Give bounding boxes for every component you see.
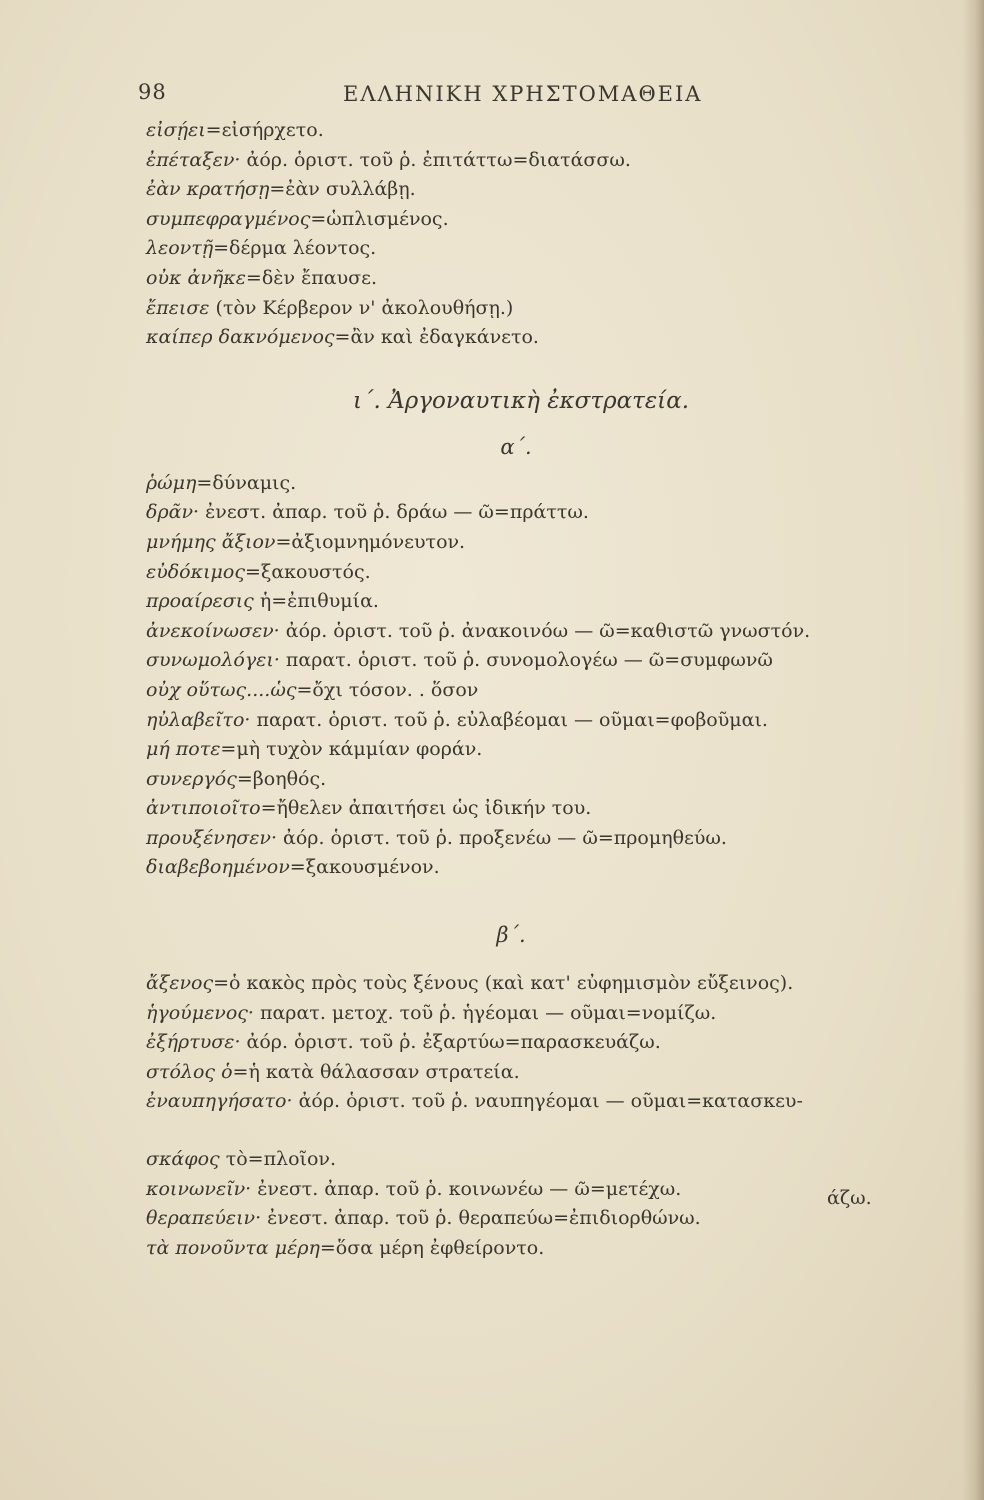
entry-term: εὐδόκιμος [146, 560, 245, 583]
glossary-entry [146, 323, 906, 353]
entry-term: ἀνεκοίνωσεν· [146, 619, 280, 642]
glossary-section-a [146, 469, 906, 883]
glossary-entry [146, 1087, 906, 1117]
entry-definition: τὸ=πλοῖον. [219, 1148, 337, 1171]
entry-definition: παρατ. ὁριστ. τοῦ ῥ. συνομολογέω — ῶ=συμφωνῶ [279, 649, 773, 672]
glossary-entry [146, 706, 906, 736]
entry-definition: =ἡ κατὰ θάλασσαν στρατεία. [232, 1060, 520, 1083]
entry-definition: ἀόρ. ὁριστ. τοῦ ῥ. ἐπιτάττω=διατάσσω. [240, 148, 631, 171]
glossary-entry [146, 1058, 906, 1088]
entry-definition: =ὄχι τόσον. . ὅσον [296, 678, 479, 701]
entry-term: σκάφος [146, 1148, 220, 1171]
entry-definition: ἡ=ἐπιθυμία. [253, 590, 379, 613]
glossary-body [146, 116, 906, 1263]
glossary-entry [146, 528, 906, 558]
entry-term: τὰ πονοῦντα μέρη [146, 1236, 320, 1259]
glossary-entry [146, 765, 906, 795]
glossary-entry [146, 999, 906, 1029]
glossary-entry [146, 469, 906, 499]
glossary-entry [146, 1028, 906, 1058]
entry-term: ἀντιποιοῖτο [146, 797, 261, 820]
entry-definition: =δύναμις. [196, 471, 297, 494]
entry-term: εἰσῄει [146, 119, 206, 141]
entry-definition: =ξακουστός. [244, 560, 371, 583]
glossary-entry [146, 558, 906, 588]
entry-term: ἄξενος [146, 972, 214, 995]
entry-term: ῥώμη [146, 471, 197, 494]
glossary-entry [146, 646, 906, 676]
glossary-entry [146, 498, 906, 528]
entry-term: ἔπεισε [146, 296, 210, 319]
glossary-entry [146, 146, 906, 176]
spacer [146, 883, 906, 913]
entry-definition: =ὅσα μέρη ἐφθείροντο. [319, 1236, 545, 1259]
entry-term: μή ποτε [146, 738, 221, 761]
entry-definition: =ξακουσμένον. [289, 856, 440, 879]
entry-definition: (τὸν Κέρβερον ν' ἀκολουθήσῃ.) [209, 296, 514, 319]
entry-term: ἐπέταξεν· [146, 148, 241, 171]
glossary-entry [146, 1204, 906, 1234]
entry-term: καίπερ δακνόμενος [146, 326, 335, 349]
entry-term: συνεργός [146, 767, 237, 790]
entry-term: μνήμης ἄξιον [146, 530, 276, 553]
glossary-entry [146, 294, 906, 324]
section-heading: ι΄. Ἀργοναυτικὴ ἐκστρατεία. [352, 387, 690, 414]
entry-term: προαίρεσις [146, 590, 254, 613]
entry-definition: ἐνεστ. ἀπαρ. τοῦ ῥ. θεραπεύω=ἐπιδιορθώνω. [261, 1207, 701, 1230]
glossary-entry [146, 116, 906, 146]
subsection-b-heading: β΄. [496, 923, 526, 948]
entry-definition: ἐνεστ. ἀπαρ. τοῦ ῥ. κοινωνέω — ῶ=μετέχω. [251, 1177, 682, 1200]
entry-term: ηὐλαβεῖτο· [146, 708, 251, 731]
entry-definition: =ἐὰν συλλάβῃ. [269, 178, 416, 201]
glossary-entry [146, 234, 906, 264]
glossary-entry [146, 1234, 906, 1264]
entry-definition: ἀόρ. ὁριστ. τοῦ ῥ. ναυπηγέομαι — οῦμαι=κατασκευ- [292, 1090, 803, 1113]
entry-term: κοινωνεῖν· [146, 1177, 252, 1200]
page-number: 98 [138, 80, 167, 104]
entry-definition: =δέρμα λέοντος. [213, 237, 377, 260]
entry-definition: ἀόρ. ὁριστ. τοῦ ῥ. ἐξαρτύω=παρασκευάζω. [240, 1031, 661, 1054]
entry-definition: παρατ. ὁριστ. τοῦ ῥ. εὐλαβέομαι — οῦμαι=φοβοῦμαι. [250, 708, 768, 731]
entry-term: ἐξήρτυσε· [146, 1031, 241, 1054]
entry-definition: =εἰσήρχετο. [205, 119, 324, 141]
glossary-entry [146, 264, 906, 294]
glossary-entry [146, 617, 906, 647]
glossary-entry [146, 1145, 906, 1175]
subsection-a-heading: α΄. [500, 434, 532, 459]
spacer [146, 957, 906, 969]
glossary-entry [146, 969, 906, 999]
entry-term: διαβεβοημένον [146, 856, 290, 879]
glossary-entry [146, 824, 906, 854]
entry-definition: =ὁ κακὸς πρὸς τοὺς ξένους (καὶ κατ' εὐφημισμὸν εὔξεινος). [213, 972, 794, 995]
entry-definition: παρατ. μετοχ. τοῦ ῥ. ἡγέομαι — οῦμαι=νομίζω. [253, 1001, 717, 1024]
entry-term: ἐὰν κρατήσῃ [146, 178, 270, 201]
entry-definition: =ὡπλισμένος. [310, 207, 449, 230]
glossary-entry [146, 853, 906, 883]
glossary-section-b [146, 969, 906, 1263]
entry-term: δρᾶν· [146, 501, 200, 524]
entry-definition: =βοηθός. [236, 767, 327, 790]
spacer [146, 353, 906, 377]
glossary-entry [146, 175, 906, 205]
continuation-text: άζω. [827, 1187, 872, 1209]
entry-term: ἐναυπηγήσατο· [146, 1090, 293, 1113]
entry-definition: ἐνεστ. ἀπαρ. τοῦ ῥ. δράω — ῶ=πράττω. [199, 501, 589, 524]
entry-term: συνωμολόγει· [146, 649, 280, 672]
entry-definition: =μὴ τυχὸν κάμμίαν φοράν. [220, 738, 483, 761]
entry-term: στόλος ὁ [146, 1060, 233, 1083]
page-edge-shadow [962, 0, 984, 1500]
entry-definition: =δὲν ἔπαυσε. [245, 266, 377, 289]
glossary-entry [146, 1175, 906, 1205]
entry-definition: =ἂν καὶ ἐδαγκάνετο. [334, 326, 539, 349]
entry-term: οὐχ οὕτως....ὡς [146, 678, 297, 701]
entry-term: θεραπεύειν· [146, 1207, 262, 1230]
entry-definition: =ἤθελεν ἀπαιτήσει ὡς ἰδικήν του. [260, 797, 592, 820]
entry-term: οὐκ ἀνῆκε [146, 266, 246, 289]
entry-definition: ἀόρ. ὁριστ. τοῦ ῥ. ἀνακοινόω — ῶ=καθιστῶ γνωστόν. [279, 619, 811, 642]
entry-term: λεοντῇ [146, 237, 214, 260]
glossary-entry [146, 735, 906, 765]
entry-term: προυξένησεν· [146, 826, 277, 849]
entry-term: συμπεφραγμένος [146, 207, 311, 230]
spacer [146, 1117, 906, 1145]
glossary-top [146, 116, 906, 353]
glossary-entry [146, 205, 906, 235]
glossary-entry [146, 676, 906, 706]
entry-term: ἡγούμενος· [146, 1001, 254, 1024]
running-title: ΕΛΛΗΝΙΚΗ ΧΡΗΣΤΟΜΑΘΕΙΑ [343, 82, 703, 106]
glossary-entry [146, 794, 906, 824]
glossary-entry [146, 587, 906, 617]
entry-definition: ἀόρ. ὁριστ. τοῦ ῥ. προξενέω — ῶ=προμηθεύω. [277, 826, 727, 849]
entry-definition: =ἀξιομνημόνευτον. [275, 530, 466, 553]
